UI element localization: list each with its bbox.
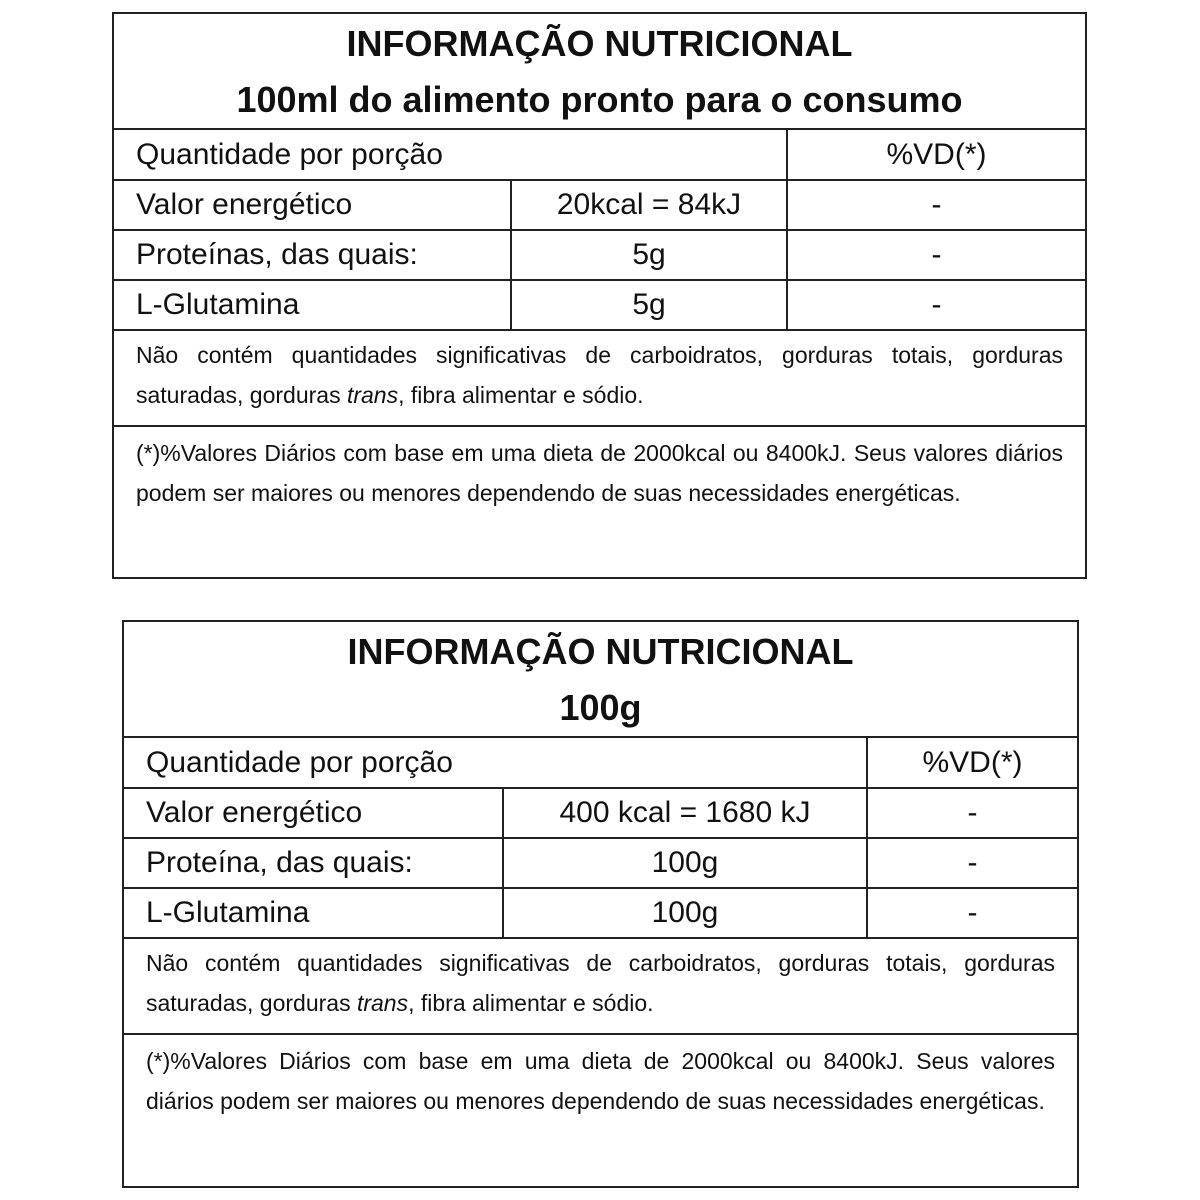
row-vd: - bbox=[867, 788, 1077, 838]
panel-title-block bbox=[114, 14, 1085, 130]
daily-values-note: (*)%Valores Diários com base em uma dieta de 2000kcal ou 8400kJ. Seus valores diários podem ser maiores ou menores dependendo de suas necessidades energéticas. bbox=[146, 1048, 1055, 1114]
table-row bbox=[124, 888, 1077, 938]
row-amount: 400 kcal = 1680 kJ bbox=[503, 788, 867, 838]
row-amount: 100g bbox=[503, 838, 867, 888]
row-label: L-Glutamina bbox=[114, 280, 511, 330]
row-vd: - bbox=[787, 180, 1085, 230]
nutrient-note-text: Não contém quantidades significativas de carboidratos, gorduras totais, gorduras saturadas, gorduras bbox=[136, 342, 1063, 408]
row-vd: - bbox=[867, 888, 1077, 938]
table-row bbox=[114, 180, 1085, 230]
row-vd: - bbox=[867, 838, 1077, 888]
header-label: Quantidade por porção bbox=[114, 130, 787, 180]
row-amount: 100g bbox=[503, 888, 867, 938]
nutrient-note-end: , fibra alimentar e sódio. bbox=[408, 990, 654, 1016]
row-amount: 20kcal = 84kJ bbox=[511, 180, 787, 230]
nutrient-note bbox=[114, 331, 1085, 427]
row-label: Proteínas, das quais: bbox=[114, 230, 511, 280]
table-row bbox=[114, 230, 1085, 280]
nutrient-note-text: Não contém quantidades significativas de carboidratos, gorduras totais, gorduras saturadas, gorduras bbox=[146, 950, 1055, 1016]
panel-title: INFORMAÇÃO NUTRICIONAL bbox=[346, 23, 853, 64]
row-label: L-Glutamina bbox=[124, 888, 503, 938]
daily-values-note: (*)%Valores Diários com base em uma dieta de 2000kcal ou 8400kJ. Seus valores diários podem ser maiores ou menores dependendo de suas necessidades energéticas. bbox=[136, 440, 1063, 506]
nutrition-panel-liquid bbox=[112, 12, 1087, 579]
panel-title: INFORMAÇÃO NUTRICIONAL bbox=[347, 631, 854, 672]
header-vd: %VD(*) bbox=[867, 738, 1077, 788]
nutrient-note-italic: trans bbox=[346, 382, 399, 408]
row-vd: - bbox=[787, 280, 1085, 330]
nutrition-table bbox=[114, 130, 1085, 331]
panel-title-block bbox=[124, 622, 1077, 738]
row-amount: 5g bbox=[511, 280, 787, 330]
nutrient-note bbox=[124, 939, 1077, 1035]
row-amount: 5g bbox=[511, 230, 787, 280]
row-vd: - bbox=[787, 230, 1085, 280]
table-header-row bbox=[114, 130, 1085, 180]
panel-subtitle: 100g bbox=[559, 687, 642, 728]
table-row bbox=[124, 838, 1077, 888]
table-row bbox=[124, 788, 1077, 838]
nutrition-panel-powder bbox=[122, 620, 1079, 1188]
nutrient-note-end: , fibra alimentar e sódio. bbox=[398, 382, 644, 408]
row-label: Valor energético bbox=[114, 180, 511, 230]
header-label: Quantidade por porção bbox=[124, 738, 867, 788]
panel-subtitle: 100ml do alimento pronto para o consumo bbox=[236, 79, 963, 120]
row-label: Valor energético bbox=[124, 788, 503, 838]
row-label: Proteína, das quais: bbox=[124, 838, 503, 888]
table-row bbox=[114, 280, 1085, 330]
header-vd: %VD(*) bbox=[787, 130, 1085, 180]
nutrition-table bbox=[124, 738, 1077, 939]
table-header-row bbox=[124, 738, 1077, 788]
nutrient-note-italic: trans bbox=[356, 990, 409, 1016]
